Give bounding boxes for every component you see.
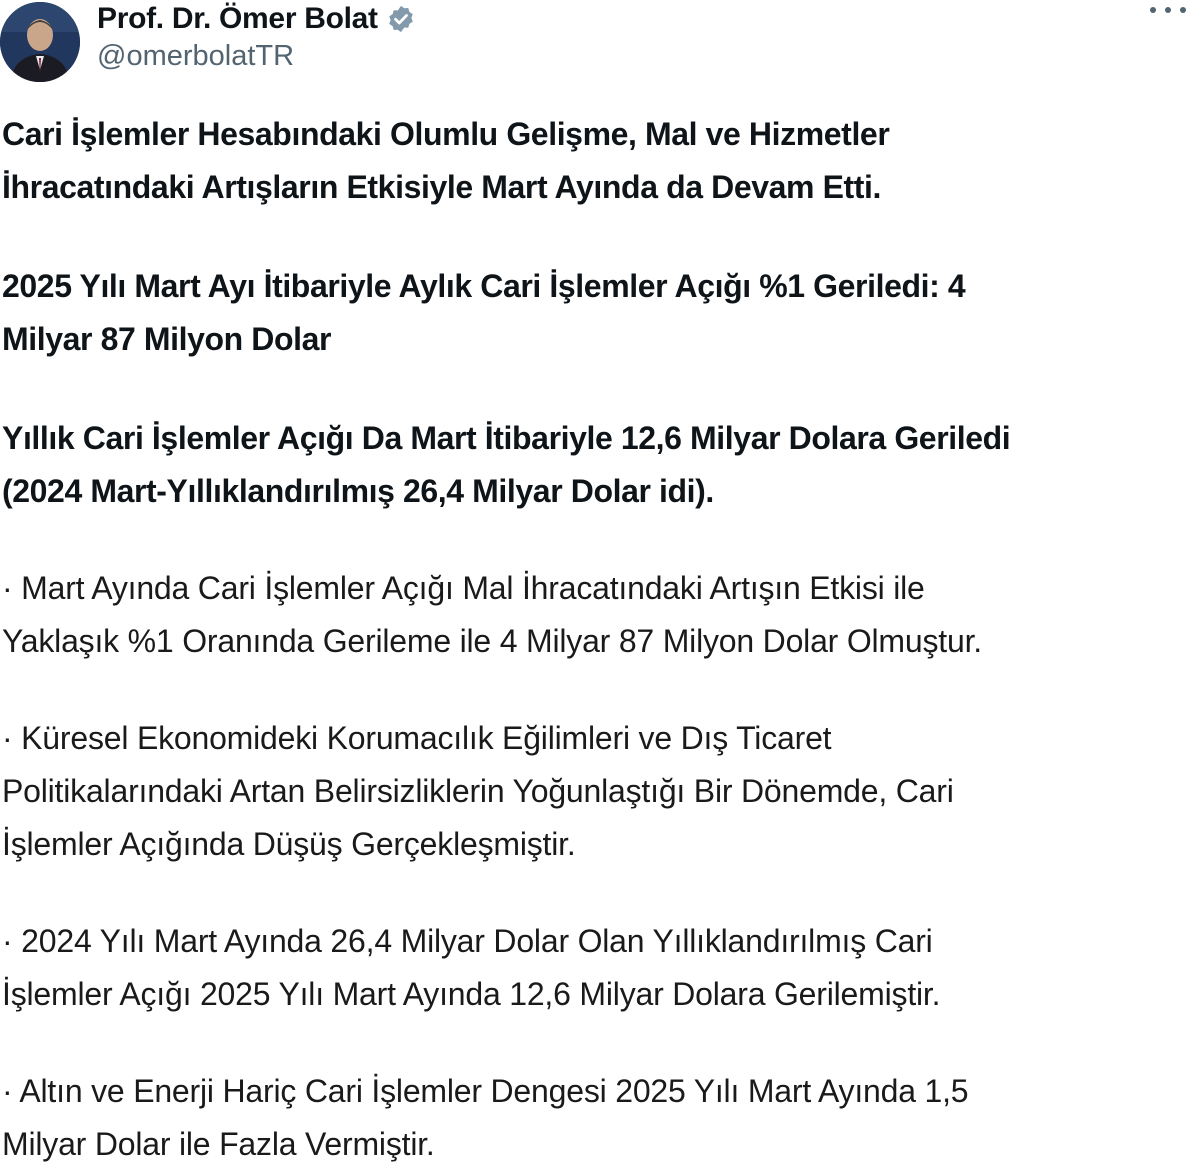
author-name[interactable]: Prof. Dr. Ömer Bolat (97, 2, 378, 35)
bullet-item: · Altın ve Enerji Hariç Cari İşlemler Dengesi 2025 Yılı Mart Ayında 1,5 Milyar Dolar ile Fazla Vermiştir. (2, 1073, 969, 1162)
tweet-monthly-deficit: 2025 Yılı Mart Ayı İtibariyle Aylık Cari İşlemler Açığı %1 Geriledi: 4 Milyar 87 Milyon Dolar (2, 268, 966, 357)
spacer (2, 871, 1192, 915)
spacer (2, 668, 1192, 712)
spacer (2, 518, 1192, 562)
tweet-annual-deficit: Yıllık Cari İşlemler Açığı Da Mart İtibariyle 12,6 Milyar Dolara Geriledi (2024 Mart-Yıllıklandırılmış 26,4 Milyar Dolar idi). (2, 420, 1011, 509)
author-name-row (97, 0, 416, 38)
spacer (2, 1021, 1192, 1065)
more-options-icon[interactable] (1150, 0, 1186, 20)
tweet-headline: Cari İşlemler Hesabındaki Olumlu Gelişme, Mal ve Hizmetler İhracatındaki Artışların Etkisiyle Mart Ayında da Devam Etti. (2, 116, 890, 205)
spacer (2, 214, 1192, 260)
tweet-text (2, 108, 1192, 1171)
tweet-header (0, 0, 1200, 92)
verified-badge-icon (386, 4, 416, 34)
bullet-item: · Küresel Ekonomideki Korumacılık Eğilimleri ve Dış Ticaret Politikalarındaki Artan Belirsizliklerin Yoğunlaştığı Bir Dönemde, Cari İşlemler Açığında Düşüş Gerçekleşmiştir. (2, 720, 954, 862)
bullet-item: · 2024 Yılı Mart Ayında 26,4 Milyar Dolar Olan Yıllıklandırılmış Cari İşlemler Açığı 2025 Yılı Mart Ayında 12,6 Milyar Dolara Gerilemiştir. (2, 923, 941, 1012)
author-handle[interactable]: @omerbolatTR (97, 40, 295, 72)
spacer (2, 366, 1192, 412)
avatar[interactable] (0, 2, 80, 82)
profile-photo-icon (0, 2, 80, 82)
bullet-item: · Mart Ayında Cari İşlemler Açığı Mal İhracatındaki Artışın Etkisi ile Yaklaşık %1 Oranında Gerileme ile 4 Milyar 87 Milyon Dolar Olmuştur. (2, 570, 982, 659)
